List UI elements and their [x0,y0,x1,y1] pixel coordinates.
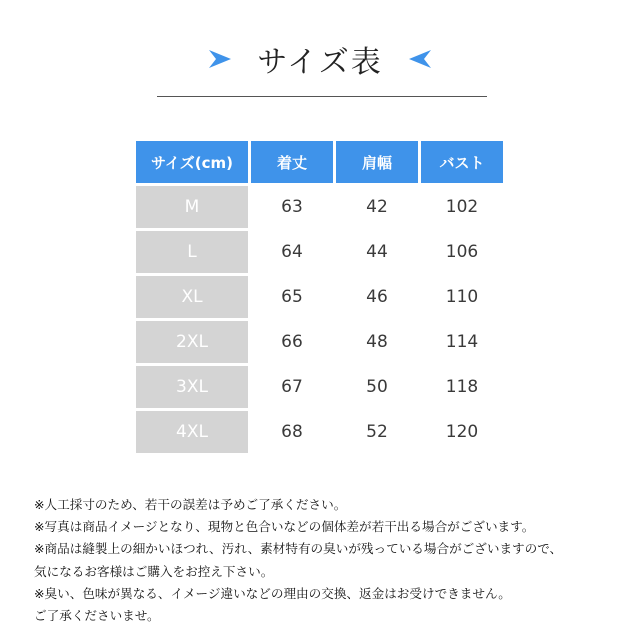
note-line: ※写真は商品イメージとなり、現物と色合いなどの個体差が若干出る場合がございます。 [34,519,535,535]
length-cell: 67 [251,366,333,408]
shoulder-cell: 50 [336,366,418,408]
note-line: ※人工採寸のため、若干の誤差は予めご了承ください。 [34,497,347,512]
title-bar [0,34,640,84]
length-cell: 66 [251,321,333,363]
length-cell: 64 [251,231,333,273]
shoulder-cell: 52 [336,411,418,453]
length-cell: 65 [251,276,333,318]
bust-cell: 102 [421,186,503,228]
header-size: サイズ(cm) [136,141,248,183]
table-row [136,186,503,228]
bust-cell: 114 [421,321,503,363]
note-line: ご了承くださいませ。 [34,608,160,624]
shoulder-cell: 42 [336,186,418,228]
size-cell: 4XL [136,411,248,453]
chevron-left-icon [405,47,435,71]
header-length: 着丈 [251,141,333,183]
length-cell: 68 [251,411,333,453]
table-row [136,231,503,273]
header-shoulder: 肩幅 [336,141,418,183]
table-row [136,411,503,453]
shoulder-cell: 48 [336,321,418,363]
length-cell: 63 [251,186,333,228]
note-line: 気になるお客様はご購入をお控え下さい。 [34,563,274,579]
bust-cell: 120 [421,411,503,453]
header-bust: バスト [421,141,503,183]
note-line: ※臭い、色味が異なる、イメージ違いなどの理由の交換、返金はお受けできません。 [34,585,511,601]
table-row [136,366,503,408]
size-cell: 3XL [136,366,248,408]
table-header-row [136,141,503,183]
bust-cell: 118 [421,366,503,408]
size-cell: 2XL [136,321,248,363]
size-cell: XL [136,276,248,318]
size-cell: M [136,186,248,228]
title-divider [157,96,487,97]
shoulder-cell: 44 [336,231,418,273]
shoulder-cell: 46 [336,276,418,318]
table-row [136,321,503,363]
page-title: サイズ表 [257,45,383,80]
notes-block [34,494,634,627]
note-line: ※商品は縫製上の細かいほつれ、汚れ、素材特有の臭いが残っている場合がございますので、 [34,541,563,557]
bust-cell: 106 [421,231,503,273]
chevron-right-icon [205,47,235,71]
size-cell: L [136,231,248,273]
table-row [136,276,503,318]
bust-cell: 110 [421,276,503,318]
size-table [133,138,506,456]
